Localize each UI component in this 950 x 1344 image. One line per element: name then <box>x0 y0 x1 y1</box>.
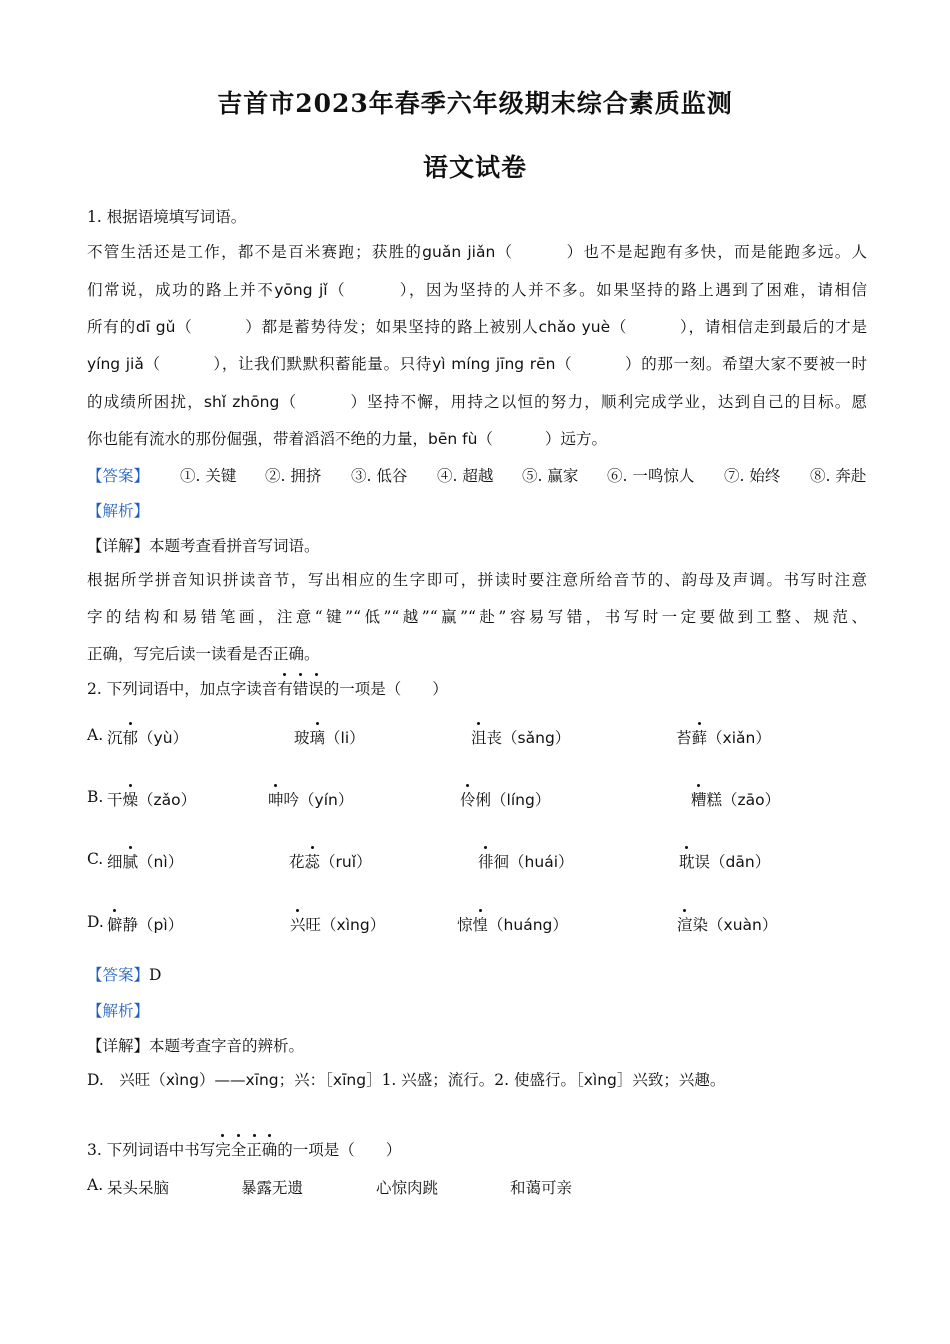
dotted-char: 僻 <box>107 913 123 935</box>
emphasized-text <box>277 680 324 698</box>
dotted-char: 郁 <box>123 726 139 748</box>
q1-detail: 【详解】本题考查看拼音写词语。 <box>87 537 320 555</box>
q1-line-3: 所有的dī gǔ（ ）都是蓄势待发；如果坚持的路上被别人chǎo yuè（ ），请相信走到最后的才是 <box>87 318 867 336</box>
q1-analysis-label: 【解析】 <box>87 502 150 520</box>
q2-option-a: A. 沉郁（yù） 玻璃（li） 沮丧（sǎng） 苔藓（xiǎn） <box>87 726 771 747</box>
dotted-char: 蕊 <box>305 850 321 872</box>
q2-word: 沮丧（sǎng） <box>471 726 570 748</box>
q3-word: 心惊肉跳 <box>376 1179 439 1197</box>
answer-item: ②. 拥挤 <box>265 467 322 485</box>
dotted-char: 完 <box>215 1138 231 1160</box>
pinyin: nì <box>153 853 168 871</box>
dotted-char: 全 <box>231 1138 247 1160</box>
answer-item: ⑤. 赢家 <box>522 467 579 485</box>
dotted-char: 璃 <box>310 726 326 748</box>
q3-option-a: A. 呆头呆脑 暴露无遗 心惊肉跳 和蔼可亲 <box>87 1176 573 1197</box>
q1-explain-1: 根据所学拼音知识拼读音节，写出相应的生字即可，拼读时要注意所给音节的、韵母及声调。书写时注意 <box>87 571 867 589</box>
q2-word: 玻璃（li） <box>294 726 365 748</box>
q2-word: 糟糕（zāo） <box>691 788 780 810</box>
dotted-char: 错 <box>293 677 309 699</box>
pinyin: huáng <box>503 916 553 934</box>
q2-analysis-label: 【解析】 <box>87 1002 150 1020</box>
q2-word: 徘徊（huái） <box>478 850 574 872</box>
q2-word: 沉郁（yù） <box>107 726 188 748</box>
pinyin: dān <box>725 853 755 871</box>
exam-subtitle: 语文试卷 <box>422 153 527 182</box>
dotted-char: 徘 <box>478 850 494 872</box>
q2-word: 兴旺（xìng） <box>290 913 385 935</box>
q3-heading: 3. 下列词语中书写完全正确的一项是（ ） <box>87 1138 867 1160</box>
pinyin: ruǐ <box>335 853 357 871</box>
pinyin: xiǎn <box>722 729 756 747</box>
pinyin: líng <box>506 791 535 809</box>
q2-word: 伶俐（líng） <box>460 788 550 810</box>
pinyin: zǎo <box>153 791 181 809</box>
answer-item: ⑧. 奔赴 <box>810 467 867 485</box>
pinyin: yù <box>153 729 173 747</box>
q2-word: 细腻（nì） <box>107 850 183 872</box>
q3-word: 呆头呆脑 <box>107 1179 170 1197</box>
dotted-char: 有 <box>277 677 293 699</box>
q2-word: 渲染（xuàn） <box>677 913 777 935</box>
dotted-char: 呻 <box>268 788 284 810</box>
q2-word: 耽误（dān） <box>679 850 770 872</box>
pinyin: sǎng <box>517 729 555 747</box>
q1-line-1: 不管生活还是工作，都不是百米赛跑；获胜的guǎn jiǎn（ ）也不是起跑有多快，而是能跑多远。人 <box>87 243 867 261</box>
q1-line-5: 的成绩所困扰，shǐ zhōng（ ）坚持不懈，用持之以恒的努力，顺利完成学业，达到自己的目标。愿 <box>87 393 867 411</box>
q2-word: 惊惶（huáng） <box>457 913 568 935</box>
q1-heading: 1. 根据语境填写词语。 <box>87 208 247 226</box>
answer-item: ⑥. 一鸣惊人 <box>607 467 695 485</box>
pinyin: zāo <box>737 791 765 809</box>
q2-option-d: D. 僻静（pì） 兴旺（xìng） 惊惶（huáng） 渲染（xuàn） <box>87 913 778 934</box>
q1-answer-row <box>87 464 867 486</box>
answer-item: ①. 关键 <box>180 467 237 485</box>
q2-word: 花蕊（ruǐ） <box>289 850 372 872</box>
dotted-char: 惶 <box>473 913 489 935</box>
dotted-char: 藓 <box>692 726 708 748</box>
answer-item: ④. 超越 <box>437 467 494 485</box>
dotted-char: 确 <box>262 1138 278 1160</box>
pinyin: pì <box>153 916 168 934</box>
dotted-char: 伶 <box>460 788 476 810</box>
dotted-char: 误 <box>308 677 324 699</box>
pinyin: huái <box>524 853 558 871</box>
pinyin: li <box>340 729 350 747</box>
answer-label: 【答案】 <box>87 467 150 485</box>
q1-line-6: 你也能有流水的那份倔强，带着滔滔不绝的力量，bēn fù（ ）远方。 <box>87 430 607 448</box>
q2-option-b: B. 干燥（zǎo） 呻吟（yín） 伶俐（líng） 糟糕（zāo） <box>87 788 781 809</box>
q2-word: 干燥（zǎo） <box>107 788 196 810</box>
pinyin: xuàn <box>723 916 762 934</box>
pinyin: xìng <box>336 916 370 934</box>
dotted-char: 沮 <box>471 726 487 748</box>
dotted-char: 兴 <box>290 913 306 935</box>
dotted-char: 腻 <box>123 850 139 872</box>
q2-heading: 2. 下列词语中，加点字读音有错误的一项是（ ） <box>87 677 867 699</box>
q1-line-4: yíng jiǎ（ ），让我们默默积蓄能量。只待yì míng jīng rēn（ ）的那一刻。希望大家不要被一时 <box>87 355 867 373</box>
dotted-char: 渲 <box>677 913 693 935</box>
q2-word: 僻静（pì） <box>107 913 183 935</box>
q1-line-2: 们常说，成功的路上并不yōng jǐ（ ），因为坚持的人并不多。如果坚持的路上遇到了困难，请相信 <box>87 281 867 299</box>
q3-word: 暴露无遗 <box>241 1179 304 1197</box>
exam-title: 吉首市2023年春季六年级期末综合素质监测 <box>217 89 733 118</box>
dotted-char: 糟 <box>691 788 707 810</box>
q2-word: 呻吟（yín） <box>268 788 353 810</box>
q2-word: 苔藓（xiǎn） <box>676 726 771 748</box>
pinyin: yín <box>314 791 338 809</box>
emphasized-text <box>215 1141 277 1159</box>
q2-answer: 【答案】D <box>87 966 162 984</box>
dotted-char: 耽 <box>679 850 695 872</box>
q1-explain-2: 字的结构和易错笔画，注意“键”“低”“越”“赢”“赴”容易写错，书写时一定要做到工整、规范、 <box>87 608 867 626</box>
q2-explain-d: D. 兴旺（xìng）——xīng；兴：［xīng］1. 兴盛；流行。2. 使盛行。［xìng］兴致；兴趣。 <box>87 1071 726 1089</box>
dotted-char: 燥 <box>123 788 139 810</box>
answer-item: ⑦. 始终 <box>724 467 781 485</box>
q2-detail: 【详解】本题考查字音的辨析。 <box>87 1037 305 1055</box>
dotted-char: 正 <box>246 1138 262 1160</box>
q2-option-c: C. 细腻（nì） 花蕊（ruǐ） 徘徊（huái） 耽误（dān） <box>87 850 771 871</box>
q1-explain-3: 正确，写完后读一读看是否正确。 <box>87 645 320 663</box>
answer-item: ③. 低谷 <box>351 467 408 485</box>
q3-word: 和蔼可亲 <box>510 1179 573 1197</box>
